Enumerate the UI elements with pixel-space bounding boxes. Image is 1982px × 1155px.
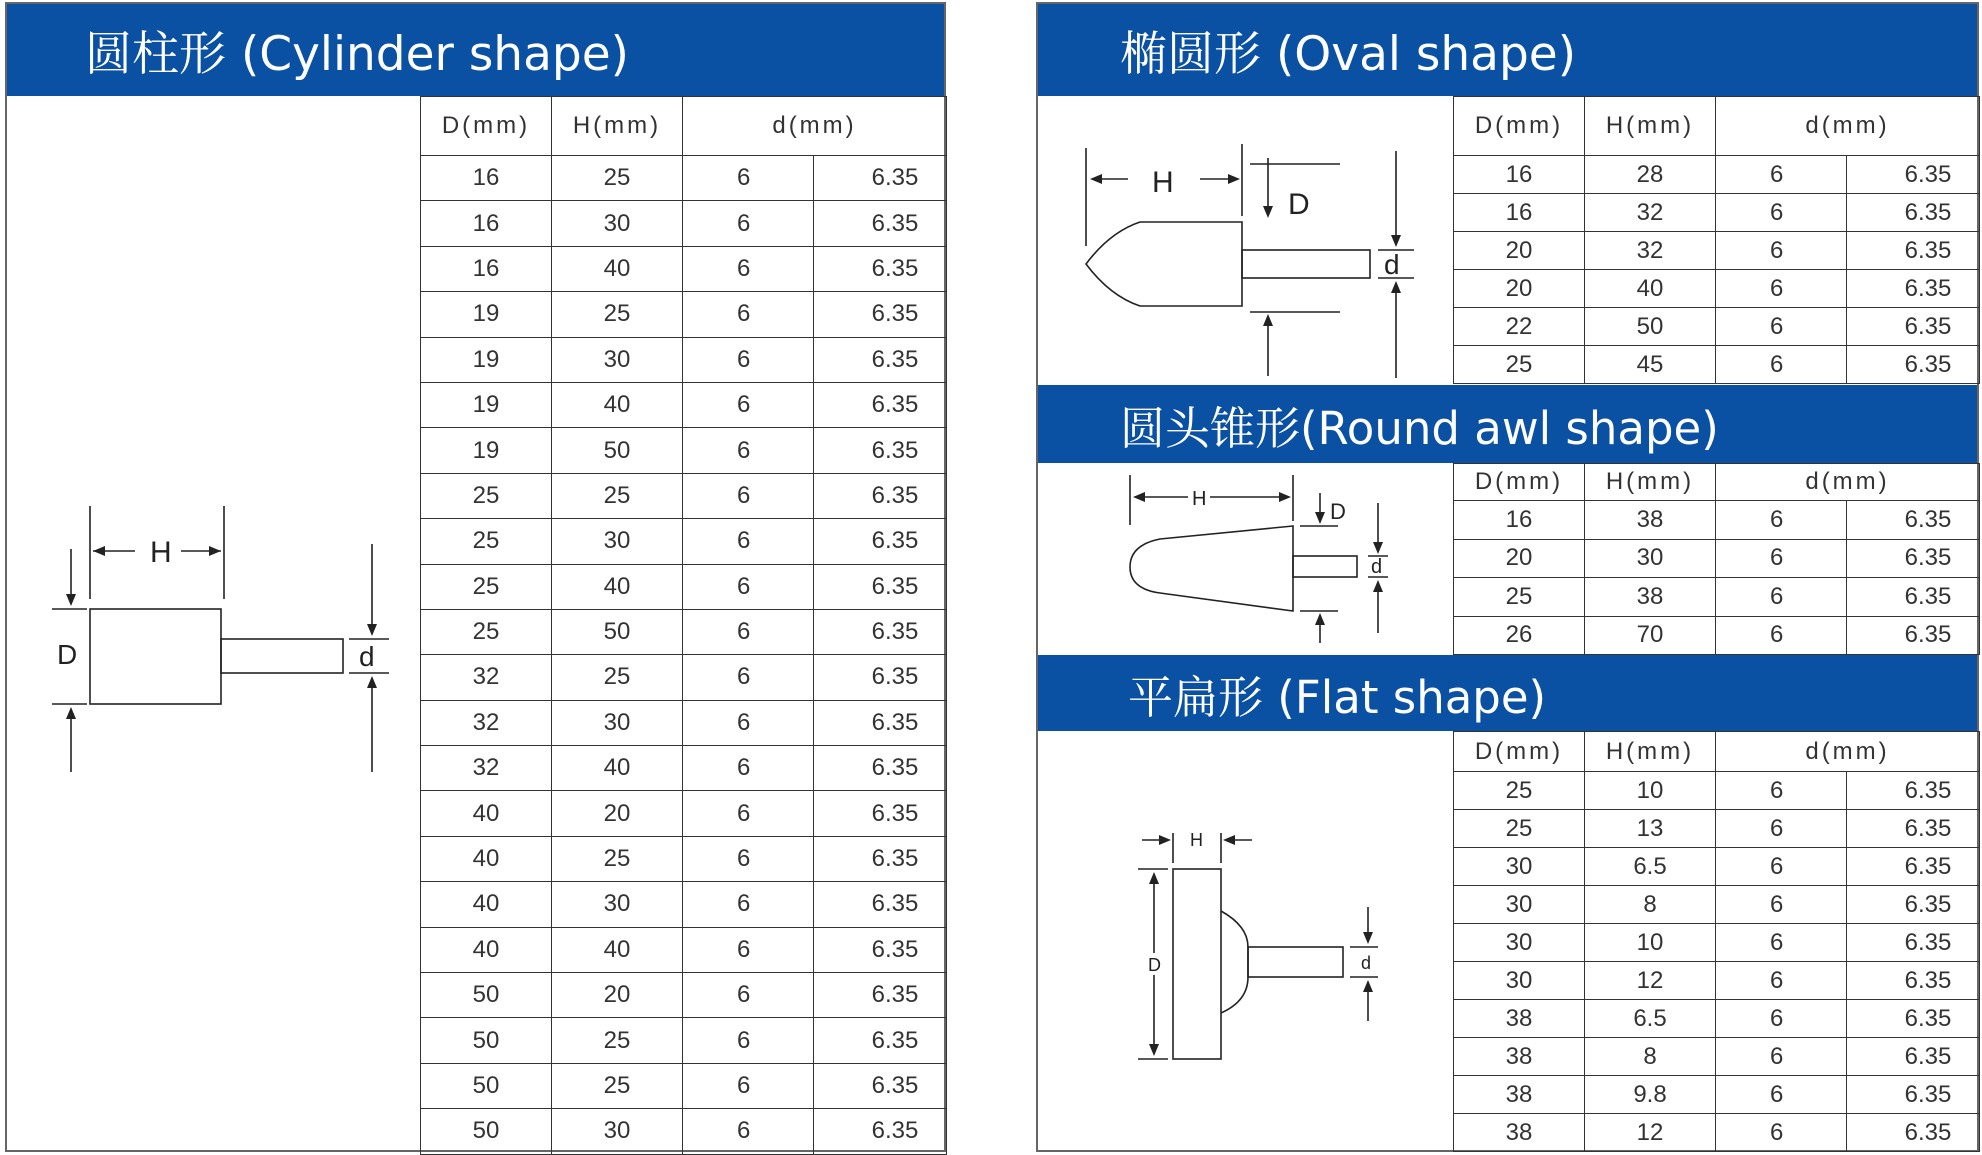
awl-dim-H: H xyxy=(1192,488,1207,510)
cell-d-635: 6.35 xyxy=(814,246,947,291)
cell-d-6: 6 xyxy=(1716,270,1847,308)
oval-head xyxy=(1086,222,1242,306)
awl-head xyxy=(1130,526,1293,611)
table-row xyxy=(421,201,947,246)
cylinder-dim-D: D xyxy=(57,639,78,670)
table-row xyxy=(1454,501,1980,540)
table-row xyxy=(1454,924,1980,962)
cell-d-635: 6.35 xyxy=(1847,1076,1980,1114)
cell-d-6: 6 xyxy=(683,655,814,700)
table-row xyxy=(421,382,947,427)
cell-d-635: 6.35 xyxy=(1847,194,1980,232)
table-row xyxy=(421,473,947,518)
flat-table xyxy=(1453,731,1980,1152)
cell-H: 32 xyxy=(1585,194,1716,232)
cell-d-6: 6 xyxy=(683,746,814,791)
cell-d-6: 6 xyxy=(1716,501,1847,540)
cell-d-6: 6 xyxy=(1716,616,1847,655)
table-row xyxy=(421,428,947,473)
cell-D: 25 xyxy=(421,473,552,518)
cell-d-6: 6 xyxy=(683,1018,814,1063)
cell-d-6: 6 xyxy=(683,428,814,473)
cell-D: 25 xyxy=(421,609,552,654)
table-row xyxy=(421,746,947,791)
cell-H: 45 xyxy=(1585,346,1716,384)
col-header-D: D(mm) xyxy=(1454,97,1585,156)
cell-d-635: 6.35 xyxy=(814,156,947,201)
cell-d-635: 6.35 xyxy=(814,746,947,791)
cell-d-6: 6 xyxy=(683,156,814,201)
table-row xyxy=(1454,539,1980,578)
cell-d-6: 6 xyxy=(683,882,814,927)
cell-d-6: 6 xyxy=(683,973,814,1018)
table-row xyxy=(421,609,947,654)
cell-H: 40 xyxy=(552,746,683,791)
cell-H: 8 xyxy=(1585,886,1716,924)
cell-H: 40 xyxy=(552,382,683,427)
cell-d-6: 6 xyxy=(1716,578,1847,617)
cell-D: 25 xyxy=(1454,810,1585,848)
cell-d-6: 6 xyxy=(683,564,814,609)
cell-d-6: 6 xyxy=(1716,1000,1847,1038)
awl-dim-d: d xyxy=(1371,556,1383,578)
flat-diagram xyxy=(1038,731,1448,1071)
cell-H: 30 xyxy=(552,519,683,564)
cell-d-635: 6.35 xyxy=(1847,962,1980,1000)
col-header-H: H(mm) xyxy=(1585,97,1716,156)
cell-D: 20 xyxy=(1454,539,1585,578)
cell-d-635: 6.35 xyxy=(1847,848,1980,886)
cell-d-6: 6 xyxy=(1716,1076,1847,1114)
cell-D: 25 xyxy=(421,564,552,609)
cell-d-6: 6 xyxy=(1716,539,1847,578)
cell-d-635: 6.35 xyxy=(1847,1000,1980,1038)
cell-d-6: 6 xyxy=(683,609,814,654)
cell-H: 32 xyxy=(1585,232,1716,270)
awl-shank xyxy=(1293,556,1357,577)
cell-d-635: 6.35 xyxy=(814,201,947,246)
flat-dim-H: H xyxy=(1190,830,1203,850)
cell-D: 19 xyxy=(421,292,552,337)
cell-H: 13 xyxy=(1585,810,1716,848)
flat-dim-d: d xyxy=(1361,953,1372,973)
cell-d-635: 6.35 xyxy=(814,882,947,927)
cell-D: 30 xyxy=(1454,962,1585,1000)
cylinder-header xyxy=(7,4,944,96)
cell-d-6: 6 xyxy=(683,337,814,382)
cell-d-635: 6.35 xyxy=(814,655,947,700)
table-row xyxy=(1454,270,1980,308)
table-row xyxy=(421,1063,947,1108)
cell-d-635: 6.35 xyxy=(1847,270,1980,308)
col-header-H: H(mm) xyxy=(1585,732,1716,772)
cell-D: 40 xyxy=(421,927,552,972)
cylinder-table xyxy=(420,96,947,1155)
cell-d-635: 6.35 xyxy=(814,1018,947,1063)
cell-H: 30 xyxy=(552,337,683,382)
cell-D: 30 xyxy=(1454,848,1585,886)
cell-D: 25 xyxy=(421,519,552,564)
flat-title: 平扁形 (Flat shape) xyxy=(1128,670,1547,724)
table-row xyxy=(1454,810,1980,848)
cell-d-635: 6.35 xyxy=(814,1109,947,1154)
table-row xyxy=(421,246,947,291)
cell-D: 50 xyxy=(421,1063,552,1108)
cell-H: 50 xyxy=(552,609,683,654)
cell-H: 38 xyxy=(1585,578,1716,617)
oval-title: 椭圆形 (Oval shape) xyxy=(1120,26,1577,82)
cell-D: 32 xyxy=(421,655,552,700)
col-header-d: d(mm) xyxy=(1716,464,1980,501)
right-panel xyxy=(1036,2,1979,1152)
cell-d-6: 6 xyxy=(1716,346,1847,384)
cell-d-6: 6 xyxy=(683,836,814,881)
cell-d-6: 6 xyxy=(683,292,814,337)
col-header-H: H(mm) xyxy=(1585,464,1716,501)
cell-H: 70 xyxy=(1585,616,1716,655)
cell-d-6: 6 xyxy=(1716,810,1847,848)
table-row xyxy=(421,836,947,881)
oval-dim-H: H xyxy=(1152,166,1174,199)
col-header-D: D(mm) xyxy=(1454,732,1585,772)
flat-shank xyxy=(1248,947,1343,977)
cell-d-635: 6.35 xyxy=(1847,1038,1980,1076)
table-row xyxy=(421,292,947,337)
cell-D: 38 xyxy=(1454,1076,1585,1114)
cell-d-635: 6.35 xyxy=(1847,346,1980,384)
cell-d-635: 6.35 xyxy=(814,292,947,337)
cell-D: 19 xyxy=(421,428,552,473)
cell-d-6: 6 xyxy=(1716,886,1847,924)
table-row xyxy=(421,564,947,609)
table-row xyxy=(1454,886,1980,924)
cylinder-diagram xyxy=(7,494,427,784)
cell-d-635: 6.35 xyxy=(814,382,947,427)
cell-H: 25 xyxy=(552,836,683,881)
cell-d-635: 6.35 xyxy=(1847,616,1980,655)
awl-title: 圆头锥形(Round awl shape) xyxy=(1120,401,1719,455)
col-header-D: D(mm) xyxy=(1454,464,1585,501)
cell-d-635: 6.35 xyxy=(1847,772,1980,810)
cell-d-6: 6 xyxy=(1716,924,1847,962)
cell-H: 50 xyxy=(1585,308,1716,346)
cell-D: 25 xyxy=(1454,772,1585,810)
cell-H: 40 xyxy=(552,927,683,972)
cell-d-6: 6 xyxy=(683,1063,814,1108)
cell-D: 16 xyxy=(1454,501,1585,540)
table-row xyxy=(1454,578,1980,617)
cell-H: 30 xyxy=(552,1109,683,1154)
col-header-H: H(mm) xyxy=(552,97,683,156)
oval-shank xyxy=(1242,250,1370,278)
flat-dim-D: D xyxy=(1148,955,1161,975)
cell-H: 25 xyxy=(552,292,683,337)
table-row xyxy=(1454,308,1980,346)
cylinder-dim-H: H xyxy=(150,536,172,569)
cell-d-6: 6 xyxy=(1716,1114,1847,1152)
table-row xyxy=(421,700,947,745)
table-row xyxy=(1454,772,1980,810)
cell-H: 9.8 xyxy=(1585,1076,1716,1114)
awl-diagram xyxy=(1038,463,1448,653)
cell-d-635: 6.35 xyxy=(1847,156,1980,194)
cell-D: 38 xyxy=(1454,1000,1585,1038)
cell-D: 40 xyxy=(421,791,552,836)
cell-d-6: 6 xyxy=(1716,194,1847,232)
cylinder-dim-d: d xyxy=(359,641,375,672)
flat-disc xyxy=(1173,869,1221,1059)
cell-H: 25 xyxy=(552,1018,683,1063)
cell-d-635: 6.35 xyxy=(814,973,947,1018)
table-row xyxy=(421,337,947,382)
cell-d-635: 6.35 xyxy=(814,927,947,972)
cell-d-635: 6.35 xyxy=(814,564,947,609)
cell-D: 16 xyxy=(421,156,552,201)
cell-D: 38 xyxy=(1454,1038,1585,1076)
oval-table xyxy=(1453,96,1980,384)
cell-D: 50 xyxy=(421,1109,552,1154)
table-row xyxy=(1454,1038,1980,1076)
cell-D: 20 xyxy=(1454,232,1585,270)
cell-H: 10 xyxy=(1585,772,1716,810)
cell-H: 12 xyxy=(1585,962,1716,1000)
table-row xyxy=(1454,1076,1980,1114)
table-row xyxy=(1454,232,1980,270)
cylinder-shank xyxy=(221,639,343,673)
cell-H: 8 xyxy=(1585,1038,1716,1076)
cell-d-6: 6 xyxy=(683,927,814,972)
cell-D: 40 xyxy=(421,836,552,881)
cell-d-6: 6 xyxy=(683,246,814,291)
table-row xyxy=(421,655,947,700)
cell-H: 25 xyxy=(552,1063,683,1108)
cell-d-6: 6 xyxy=(1716,962,1847,1000)
cell-d-635: 6.35 xyxy=(814,337,947,382)
cylinder-body xyxy=(90,609,221,704)
cell-d-635: 6.35 xyxy=(1847,886,1980,924)
cell-d-6: 6 xyxy=(683,382,814,427)
cell-H: 40 xyxy=(552,246,683,291)
cylinder-title: 圆柱形 (Cylinder shape) xyxy=(85,26,629,82)
cell-D: 25 xyxy=(1454,346,1585,384)
cell-d-635: 6.35 xyxy=(1847,924,1980,962)
cell-D: 16 xyxy=(421,246,552,291)
table-row xyxy=(1454,616,1980,655)
awl-header xyxy=(1038,385,1977,463)
flat-neck xyxy=(1221,911,1248,1013)
cell-D: 22 xyxy=(1454,308,1585,346)
cell-H: 40 xyxy=(1585,270,1716,308)
cell-H: 30 xyxy=(552,700,683,745)
cell-d-635: 6.35 xyxy=(814,791,947,836)
col-header-D: D(mm) xyxy=(421,97,552,156)
cell-H: 38 xyxy=(1585,501,1716,540)
cell-d-6: 6 xyxy=(1716,232,1847,270)
cell-H: 25 xyxy=(552,655,683,700)
cell-d-6: 6 xyxy=(683,791,814,836)
cell-d-635: 6.35 xyxy=(1847,810,1980,848)
cell-d-635: 6.35 xyxy=(814,700,947,745)
awl-dim-D: D xyxy=(1330,499,1346,524)
cell-d-6: 6 xyxy=(683,473,814,518)
cell-H: 30 xyxy=(1585,539,1716,578)
cell-d-635: 6.35 xyxy=(1847,578,1980,617)
col-header-d: d(mm) xyxy=(1716,97,1980,156)
table-row xyxy=(421,156,947,201)
cell-d-635: 6.35 xyxy=(814,473,947,518)
oval-header xyxy=(1038,4,1977,96)
col-header-d: d(mm) xyxy=(1716,732,1980,772)
table-row xyxy=(421,1109,947,1154)
cell-H: 12 xyxy=(1585,1114,1716,1152)
cell-d-6: 6 xyxy=(683,1109,814,1154)
cell-D: 26 xyxy=(1454,616,1585,655)
cell-H: 20 xyxy=(552,973,683,1018)
table-row xyxy=(421,882,947,927)
cell-H: 30 xyxy=(552,201,683,246)
oval-diagram xyxy=(1038,96,1448,386)
cell-H: 50 xyxy=(552,428,683,473)
cell-D: 38 xyxy=(1454,1114,1585,1152)
cell-D: 40 xyxy=(421,882,552,927)
cell-d-635: 6.35 xyxy=(814,1063,947,1108)
cell-D: 50 xyxy=(421,1018,552,1063)
cylinder-panel xyxy=(5,2,946,1152)
cell-d-6: 6 xyxy=(1716,1038,1847,1076)
cell-d-6: 6 xyxy=(1716,772,1847,810)
cell-d-635: 6.35 xyxy=(1847,539,1980,578)
col-header-d: d(mm) xyxy=(683,97,947,156)
cell-d-635: 6.35 xyxy=(1847,232,1980,270)
cell-d-6: 6 xyxy=(1716,308,1847,346)
cell-d-635: 6.35 xyxy=(1847,1114,1980,1152)
flat-header xyxy=(1038,655,1977,731)
cell-d-635: 6.35 xyxy=(814,519,947,564)
table-row xyxy=(421,791,947,836)
cell-H: 10 xyxy=(1585,924,1716,962)
cell-d-6: 6 xyxy=(1716,848,1847,886)
cell-H: 20 xyxy=(552,791,683,836)
table-row xyxy=(421,973,947,1018)
table-row xyxy=(421,1018,947,1063)
cell-D: 19 xyxy=(421,382,552,427)
table-row xyxy=(1454,194,1980,232)
table-row xyxy=(421,519,947,564)
table-row xyxy=(1454,1114,1980,1152)
cell-d-635: 6.35 xyxy=(1847,308,1980,346)
cell-d-635: 6.35 xyxy=(1847,501,1980,540)
cell-D: 20 xyxy=(1454,270,1585,308)
table-row xyxy=(1454,156,1980,194)
cell-H: 28 xyxy=(1585,156,1716,194)
cell-d-6: 6 xyxy=(683,519,814,564)
cell-H: 6.5 xyxy=(1585,848,1716,886)
cell-D: 50 xyxy=(421,973,552,1018)
cell-d-6: 6 xyxy=(1716,156,1847,194)
table-row xyxy=(1454,1000,1980,1038)
cell-D: 30 xyxy=(1454,886,1585,924)
cell-d-635: 6.35 xyxy=(814,428,947,473)
oval-dim-d: d xyxy=(1384,249,1400,280)
cell-D: 25 xyxy=(1454,578,1585,617)
cell-H: 25 xyxy=(552,156,683,201)
oval-dim-D: D xyxy=(1288,188,1310,221)
awl-table xyxy=(1453,463,1980,655)
cell-H: 25 xyxy=(552,473,683,518)
table-row xyxy=(1454,346,1980,384)
cell-D: 16 xyxy=(421,201,552,246)
cell-d-6: 6 xyxy=(683,201,814,246)
cell-D: 16 xyxy=(1454,194,1585,232)
cell-H: 40 xyxy=(552,564,683,609)
cell-D: 19 xyxy=(421,337,552,382)
cell-d-635: 6.35 xyxy=(814,609,947,654)
cell-H: 6.5 xyxy=(1585,1000,1716,1038)
cell-D: 32 xyxy=(421,746,552,791)
table-row xyxy=(1454,962,1980,1000)
table-row xyxy=(1454,848,1980,886)
cell-H: 30 xyxy=(552,882,683,927)
cell-d-6: 6 xyxy=(683,700,814,745)
cell-D: 16 xyxy=(1454,156,1585,194)
cell-d-635: 6.35 xyxy=(814,836,947,881)
cell-D: 32 xyxy=(421,700,552,745)
table-row xyxy=(421,927,947,972)
cell-D: 30 xyxy=(1454,924,1585,962)
